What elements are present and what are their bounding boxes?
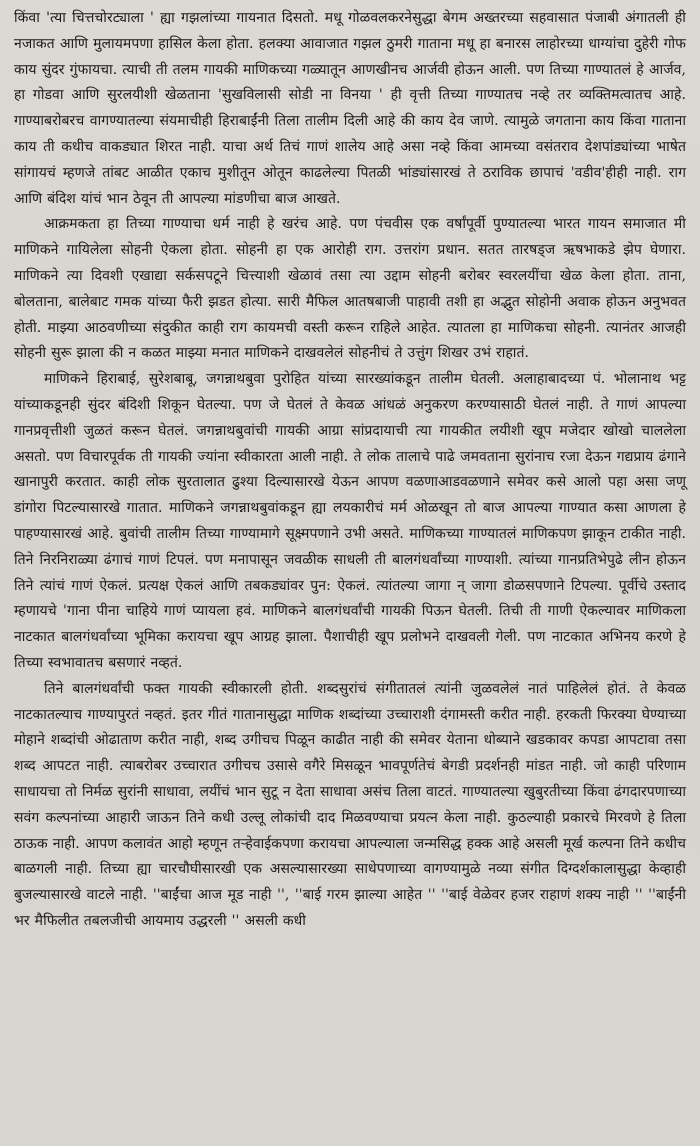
paragraph-1: किंवा 'त्या चित्तचोरट्याला ' ह्या गझलांच्या गायनात दिसतो. मधू गोळवलकरनेसुद्धा बेगम अख्तरच्या सहवासात पंजाबी अंगातली ही नजाकत आणि मुलायमपणा हासिल केला होता. हलक्या आवाजात गझल ठुमरी गाताना मधू हा बनारस लाहोरच्या धाग्यांचा दुहेरी गोफ काय सुंदर गुंफायचा. त्याची ती तलम गायकी माणिकच्या गळ्यातून आणखीनच आर्जवी होऊन आली. पण तिच्या गाण्यातलं हे आर्जव, हा गोडवा आणि सुरलयीशी खेळताना 'सुखविलासी सोडी ना विनया ' ही वृत्ती तिच्या गाण्यातच नव्हे तर व्यक्तिमत्वातच आहे. गाण्याबरोबरच वागण्यातल्या संयमाचीही हिराबाईंनी तिला तालीम दिली आहे की काय देव जाणे. त्यामुळे जगताना काय किंवा गाताना काय ती कधीच वाकड्यात शिरत नाही. याचा अर्थ तिचं गाणं शालेय आहे असा नव्हे किंवा आमच्या वसंतराव देशपांड्यांच्या भाषेत सांगायचं म्हणजे तांबट आळीत एकाच मुशीतून ओतून काढलेल्या पितळी भांड्यांसारखं ते ठराविक छापाचं 'वडीव'हीही नाही. राग आणि बंदिश यांचं भान ठेवून ती आपल्या मांडणीचा बाज आखते. [14, 10, 686, 207]
paragraph-4: तिने बालगंधर्वांची फक्त गायकी स्वीकारली होती. शब्दसुरांचं संगीतातलं त्यांनी जुळवलेलं नातं पाहिलेलं होतं. ते केवळ नाटकातल्याच गाण्यापुरतं नव्हतं. इतर गीतं गातानासुद्धा माणिक शब्दांच्या उच्चाराशी दंगामस्ती करीत नाही. हरकती फिरक्या घेण्याच्या मोहाने शब्दांची ओढाताण करीत नाही, शब्द उगीचच पिळून काढीत नाही की समेवर येताना धोब्याने खडकावर कपडा आपटावा तसा शब्द आपटत नाही. त्याबरोबर उच्चारात उगीचच उसासे वगैरे मिसळून भावपूर्णतेचं बेगडी प्रदर्शनही मांडत नाही. जो काही परिणाम साधायचा तो निर्मळ सुरांनी साधावा, लयींचं भान सुटू न देता साधावा असंच तिला वाटतं. गाण्यातल्या खुबुरतीच्या किंवा ढंगदारपणाच्या सवंग कल्पनांच्या आहारी जाऊन तिने कधी उल्लू लोकांची दाद मिळवण्याचा प्रयत्न केला नाही. कुठल्याही प्रकारचे मिरवणे हे तिला ठाऊक नाही. आपण कलावंत आहो म्हणून तऱ्हेवाईकपणा करायचा आपल्याला जन्मसिद्ध हक्क आहे असली मूर्ख कल्पना तिने कधीच बाळगली नाही. तिच्या ह्या चारचौघीसारखी एक असल्यासारख्या साधेपणाच्या वागण्यामुळे नव्या संगीत दिग्दर्शकालासुद्धा केव्हाही बुजल्यासारखे वाटले नाही. ''बाईंचा आज मूड नाही '', ''बाई गरम झाल्या आहेत '' ''बाई वेळेवर हजर राहाणं शक्य नाही '' ''बाईंनी भर मैफिलीत तबलजीची आयमाय उद्धरली '' असली कधी [14, 680, 686, 929]
paragraph-2: आक्रमकता हा तिच्या गाण्याचा धर्म नाही हे खरंच आहे. पण पंचवीस एक वर्षांपूर्वी पुण्यातल्या भारत गायन समाजात मी माणिकने गायिलेला सोहनी ऐकला होता. सोहनी हा एक आरोही राग. उत्तरांग प्रधान. सतत तारषड्ज ऋषभाकडे झेप घेणारा. माणिकने त्या दिवशी एखाद्या सर्कसपटूने चित्त्याशी खेळावं तसा त्या उद्दाम सोहनी बरोबर स्वरलयींचा खेळ केला होता. ताना, बोलताना, बालेबाट गमक यांच्या फैरी झडत होत्या. सारी मैफिल आतषबाजी पाहावी तशी हा अद्भुत सोहोनी अवाक होऊन अनुभवत होती. माझ्या आठवणीच्या संदुकीत काही राग कायमची वस्ती करून राहिले आहेत. त्यातला हा माणिकचा सोहनी. त्यानंतर आजही सोहनी सुरू झाला की न कळत माझ्या मनात माणिकने दाखवलेलं सोहनीचं ते उत्तुंग शिखर उभं राहातं. [14, 216, 686, 362]
paragraph-3: माणिकने हिराबाई, सुरेशबाबू, जगन्नाथबुवा पुरोहित यांच्या सारख्यांकडून तालीम घेतली. अलाहाबादच्या पं. भोलानाथ भट्ट यांच्याकडूनही सुंदर बंदिशी शिकून घेतल्या. पण जे घेतलं ते केवळ आंधळं अनुकरण करण्यासाठी घेतलं नाही. ते गाणं आपल्या गानप्रवृत्तीशी जुळतं करून घेतलं. जगन्नाथबुवांची गायकी आग्रा सांप्रदायाची त्या गायकीत लयीशी खूप मजेदार खोखो चाललेला असतो. पण विचारपूर्वक ती गायकी ज्यांना स्वीकारता आली नाही. ते लोक तालाचे पाढे जमवताना सुरांनाच रजा देऊन गद्यप्राय ढंगाने खानापुरी करतात. काही लोक सुरतालात ढुश्या दिल्यासारखे येऊन आपण वळणाआडवळणाने समेवर कसे आलो पहा असा जणू डांगोरा पिटल्यासारखे गातात. माणिकने जगन्नाथबुवांकडून ह्या लयकारीचं मर्म ओळखून तो बाज आपल्या गाण्यात कसा आणला हे पाहण्यासारखं आहे. बुवांची तालीम तिच्या गाण्यामागे सूक्ष्मपणाने उभी असते. माणिकच्या गाण्यातलं माणिकपण झाकून टाकीत नाही. तिने निरनिराळ्या ढंगाचं गाणं टिपलं. पण मनापासून जवळीक साधली ती बालगंधर्वांच्या गाण्याशी. त्यांच्या गानप्रतिभेपुढे लीन होऊन तिने त्यांचं गाणं ऐकलं. प्रत्यक्ष ऐकलं आणि तबकड्यांवर पुन: ऐकलं. त्यांतल्या जागा न् जागा डोळसपणाने टिपल्या. पूर्वीचे उस्ताद म्हणायचे 'गाना पीना चाहिये गाणं प्यायला हवं. माणिकने बालगंधर्वांची गायकी पिऊन घेतली. तिची ती गाणी ऐकल्यावर माणिकला नाटकात बालगंधर्वांच्या भूमिका करायचा खूप आग्रह झाला. पैशाचीही खूप प्रलोभने दाखवली गेली. पण नाटकात अभिनय करणे हे तिच्या स्वभावातच बसणारं नव्हतं. [14, 371, 686, 671]
